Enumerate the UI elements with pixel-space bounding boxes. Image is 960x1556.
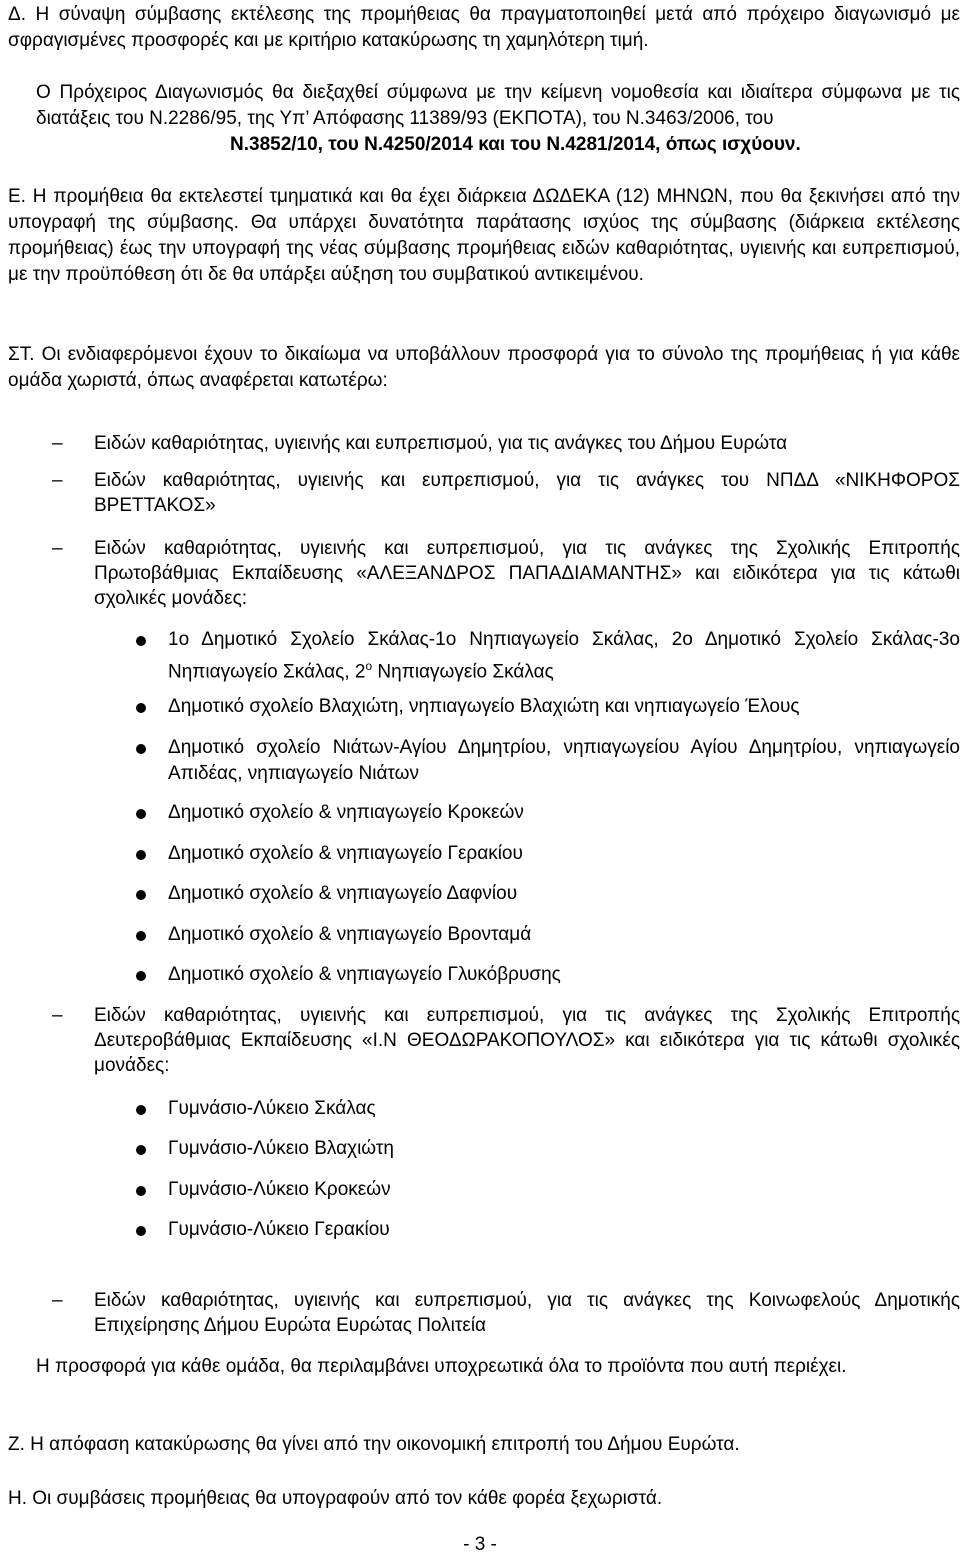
offer-note: Η προσφορά για κάθε ομάδα, θα περιλαμβάνει υποχρεωτικά όλα το προϊόντα που αυτή περιέχει. bbox=[36, 1356, 847, 1377]
list-item-text: Δημοτικό σχολείο & νηπιαγωγείο Κροκεών bbox=[168, 802, 524, 823]
section-d-text-2b: Ν.3852/10, του Ν.4250/2014 και του Ν.4281/2014, όπως ισχύουν. bbox=[230, 134, 801, 155]
bullet-dot-icon bbox=[136, 931, 146, 941]
list-item-text: Ειδών καθαριότητας, υγιεινής και ευπρεπισμού, για τις ανάγκες της Σχολικής Επιτροπής Δευτεροβάθμιας Εκπαίδευσης «Ι.Ν ΘΕΟΔΩΡΑΚΟΠΟΥΛΟΣ» και ειδικότερα για τις κάτωθι σχολικές μονάδες: bbox=[94, 1005, 960, 1076]
list-item-text: Γυμνάσιο-Λύκειο Κροκεών bbox=[168, 1179, 391, 1200]
dash-bullet-icon: – bbox=[52, 1290, 63, 1311]
list-item-text: Ειδών καθαριότητας, υγιεινής και ευπρεπισμού, για τις ανάγκες της Σχολικής Επιτροπής Πρωτοβάθμιας Εκπαίδευσης «ΑΛΕΞΑΝΔΡΟΣ ΠΑΠΑΔΙΑΜΑΝΤΗΣ» και ειδικότερα για τις κάτωθι σχολικές μονάδες: bbox=[94, 538, 960, 609]
list-item-text: 1ο Δημοτικό Σχολείο Σκάλας-1ο Νηπιαγωγείο Σκάλας, 2ο Δημοτικό Σχολείο Σκάλας-3ο Νηπιαγωγείο Σκάλας, $2^o$ Νηπιαγωγείο Σκάλας bbox=[168, 629, 960, 683]
page-number: - 3 - bbox=[463, 1534, 497, 1555]
list-item-text: Δημοτικό σχολείο & νηπιαγωγείο Γερακίου bbox=[168, 843, 523, 864]
section-z-text: Η απόφαση κατακύρωσης θα γίνει από την οικονομική επιτροπή του Δήμου Ευρώτα. bbox=[30, 1434, 740, 1455]
section-h bbox=[8, 1486, 960, 1512]
list-item-text: Δημοτικό σχολείο Βλαχιώτη, νηπιαγωγείο Βλαχιώτη και νηπιαγωγείο Έλους bbox=[168, 696, 800, 717]
bullet-dot-icon bbox=[136, 636, 146, 646]
bullet-dot-icon bbox=[136, 850, 146, 860]
list-item-text: Γυμνάσιο-Λύκειο Σκάλας bbox=[168, 1098, 376, 1119]
section-st-text: Οι ενδιαφερόμενοι έχουν το δικαίωμα να υποβάλλουν προσφορά για το σύνολο της προμήθειας ή για κάθε ομάδα χωριστά, όπως αναφέρεται κατωτέρω: bbox=[8, 344, 960, 391]
section-e-label: Ε. bbox=[8, 186, 26, 207]
section-e bbox=[8, 184, 960, 288]
list-item-text: Γυμνάσιο-Λύκειο Βλαχιώτη bbox=[168, 1138, 394, 1159]
section-d-label: Δ. bbox=[8, 4, 26, 25]
bullet-dot-icon bbox=[136, 1186, 146, 1196]
list-item-text: Δημοτικό σχολείο & νηπιαγωγείο Βρονταμά bbox=[168, 924, 532, 945]
bullet-dot-icon bbox=[136, 971, 146, 981]
section-d bbox=[8, 2, 960, 54]
bullet-dot-icon bbox=[136, 703, 146, 713]
section-h-text: Οι συμβάσεις προμήθειας θα υπογραφούν από τον κάθε φορέα ξεχωριστά. bbox=[32, 1488, 663, 1509]
bullet-dot-icon bbox=[136, 890, 146, 900]
list-item-text: Δημοτικό σχολείο & νηπιαγωγείο Δαφνίου bbox=[168, 883, 518, 904]
list-item-text: Δημοτικό σχολείο Νιάτων-Αγίου Δημητρίου, νηπιαγωγείου Αγίου Δημητρίου, νηπιαγωγείο Απιδέας, νηπιαγωγείο Νιάτων bbox=[168, 737, 960, 784]
dash-bullet-icon: – bbox=[52, 1005, 63, 1026]
dash-bullet-icon: – bbox=[52, 470, 63, 491]
bullet-dot-icon bbox=[136, 1105, 146, 1115]
list-item-text: Δημοτικό σχολείο & νηπιαγωγείο Γλυκόβρυσης bbox=[168, 964, 561, 985]
section-z-label: Ζ. bbox=[8, 1434, 25, 1455]
section-e-text: Η προμήθεια θα εκτελεστεί τμηματικά και θα έχει διάρκεια ΔΩΔΕΚΑ (12) ΜΗΝΩΝ, που θα ξεκινήσει από την υπογραφή της σύμβασης. Θα υπάρχει δυνατότητα παράτασης ισχύος της σύμβασης (διάρκεια εκτέλεσης προμήθειας) έως την υπογραφή της νέας σύμβασης προμήθειας ειδών καθαριότητας, υγιεινής και ευπρεπισμού, με την προϋπόθεση ότι δε θα υπάρξει αύξηση του συμβατικού αντικειμένου. bbox=[8, 186, 960, 285]
section-d-legal bbox=[36, 80, 960, 132]
section-d-text-2a: Ο Πρόχειρος Διαγωνισμός θα διεξαχθεί σύμφωνα με την κείμενη νομοθεσία και ιδιαίτερα σύμφωνα με τις διατάξεις του Ν.2286/95, της Υπ’ Απόφασης 11389/93 (ΕΚΠΟΤΑ), του Ν.3463/2006, του bbox=[36, 82, 960, 129]
bullet-dot-icon bbox=[136, 1226, 146, 1236]
list-item-text: Γυμνάσιο-Λύκειο Γερακίου bbox=[168, 1219, 390, 1240]
section-st-label: ΣΤ. bbox=[8, 344, 35, 365]
bullet-dot-icon bbox=[136, 809, 146, 819]
list-item-text: Ειδών καθαριότητας, υγιεινής και ευπρεπισμού, για τις ανάγκες της Κοινωφελούς Δημοτικής Επιχείρησης Δήμου Ευρώτα Ευρώτας Πολιτεία bbox=[94, 1290, 960, 1336]
dash-bullet-icon: – bbox=[52, 433, 63, 454]
dash-bullet-icon: – bbox=[52, 538, 63, 559]
list-item-text: Ειδών καθαριότητας, υγιεινής και ευπρεπισμού, για τις ανάγκες του Δήμου Ευρώτα bbox=[94, 433, 788, 454]
bullet-dot-icon bbox=[136, 744, 146, 754]
section-d-text-1: Η σύναψη σύμβασης εκτέλεσης της προμήθειας θα πραγματοποιηθεί μετά από πρόχειρο διαγωνισμό με σφραγισμένες προσφορές και με κριτήριο κατακύρωσης τη χαμηλότερη τιμή. bbox=[8, 4, 960, 51]
bullet-dot-icon bbox=[136, 1145, 146, 1155]
section-h-label: Η. bbox=[8, 1488, 27, 1509]
section-st bbox=[8, 342, 960, 394]
section-z bbox=[8, 1432, 960, 1458]
section-d-legal-bold bbox=[230, 132, 960, 158]
list-item-text: Ειδών καθαριότητας, υγιεινής και ευπρεπισμού, για τις ανάγκες του ΝΠΔΔ «ΝΙΚΗΦΟΡΟΣ ΒΡΕΤΤΑΚΟΣ» bbox=[94, 470, 960, 516]
